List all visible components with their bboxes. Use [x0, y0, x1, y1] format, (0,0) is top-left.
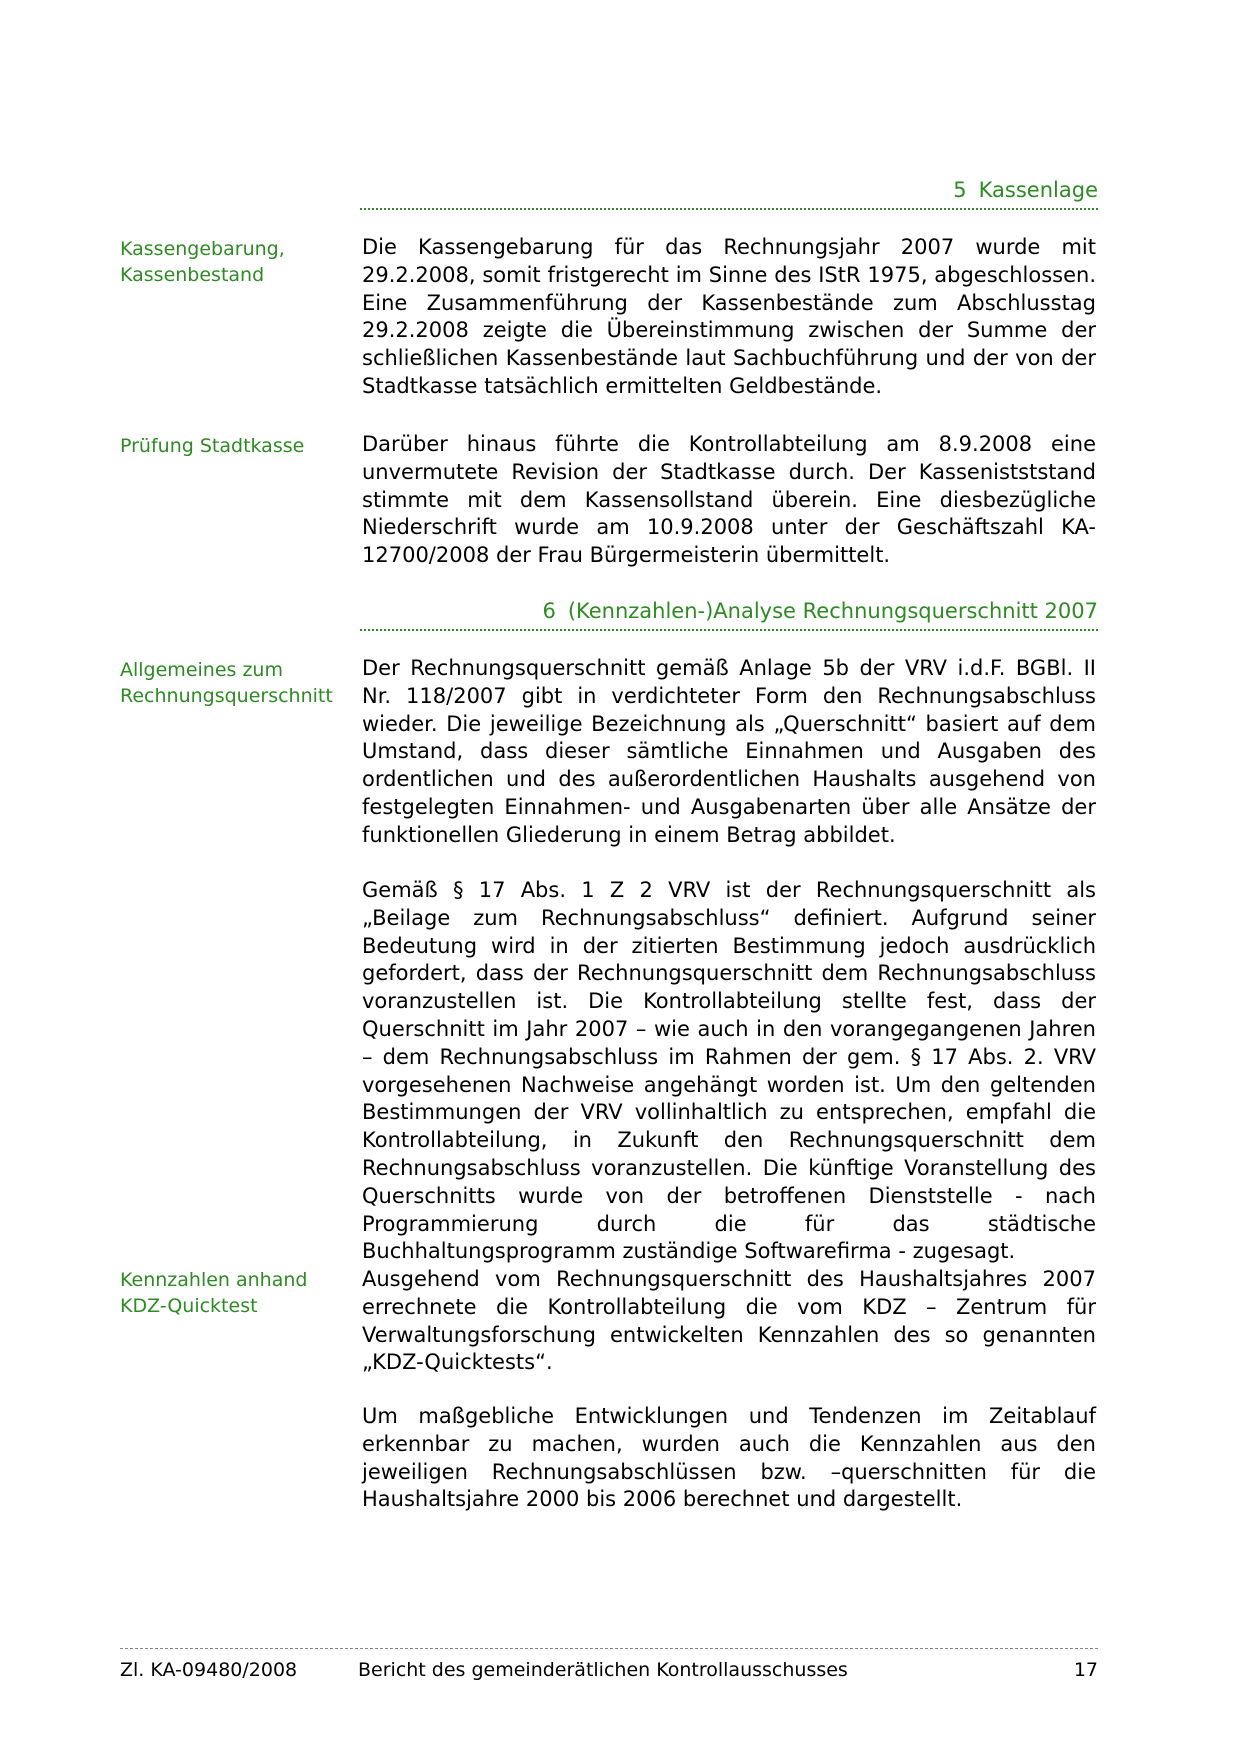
- section-title: (Kennzahlen-)Analyse Rechnungsquerschnitt 2007: [567, 599, 1098, 623]
- paragraph-pruefung-stadtkasse: Darüber hinaus führte die Kontrollabteilung am 8.9.2008 eine unvermutete Revision der Stadtkasse durch. Der Kassenistststand stimmte mit dem Kassensollstand überein. Eine diesbezügliche Niederschrift wurde am 10.9.2008 unter der Geschäftszahl KA-12700/2008 der Frau Bürgermeisterin übermittelt.: [362, 432, 1096, 568]
- page-number: 17: [1073, 1659, 1098, 1681]
- paragraph-kassengebarung: Die Kassengebarung für das Rechnungsjahr 2007 wurde mit 29.2.2008, somit fristgerecht im Sinne des IStR 1975, abgeschlossen. Eine Zusammenführung der Kassenbestände zum Abschlusstag 29.2.2008 zeigte die Übereinstimmung zwischen der Summe der schließlichen Kassenbestände laut Sachbuchführung und der von der Stadtkasse tatsächlich ermittelten Geldbestände.: [362, 235, 1096, 398]
- footer-divider: [120, 1648, 1098, 1649]
- margin-note-allgemeines: Allgemeines zum Rechnungsquerschnitt: [120, 659, 333, 707]
- section-title: Kassenlage: [978, 178, 1098, 202]
- section-number: 5: [953, 178, 967, 202]
- section-heading-5: [360, 176, 1098, 210]
- footer-title: Bericht des gemeinderätlichen Kontrollausschusses: [358, 1659, 848, 1681]
- section-number: 6: [542, 599, 556, 623]
- paragraph-kennzahlen: Ausgehend vom Rechnungsquerschnitt des Haushaltsjahres 2007 errechnete die Kontrollabteilung die vom KDZ – Zentrum für Verwaltungsforschung entwickelten Kennzahlen des so genannten „KDZ-Quicktests“.: [362, 1267, 1096, 1375]
- margin-note-kassengebarung: Kassengebarung, Kassenbestand: [120, 238, 285, 286]
- paragraph-entwicklungen: Um maßgebliche Entwicklungen und Tendenzen im Zeitablauf erkennbar zu machen, wurden auch die Kennzahlen aus den jeweiligen Rechnungsabschlüssen bzw. –querschnitten für die Haushaltsjahre 2000 bis 2006 berechnet und dargestellt.: [362, 1404, 1096, 1512]
- margin-note-kennzahlen: Kennzahlen anhand KDZ-Quicktest: [120, 1269, 308, 1317]
- paragraph-beilage: Gemäß § 17 Abs. 1 Z 2 VRV ist der Rechnungsquerschnitt als „Beilage zum Rechnungsabschluss“ definiert. Aufgrund seiner Bedeutung wird in der zitierten Bestimmung jedoch ausdrücklich gefordert, dass der Rechnungsquerschnitt dem Rechnungsabschluss voranzustellen ist. Die Kontrollabteilung stellte fest, dass der Querschnitt im Jahr 2007 – wie auch in den vorangegangenen Jahren – dem Rechnungsabschluss im Rahmen der gem. § 17 Abs. 2. VRV vorgesehenen Nachweise angehängt worden ist. Um den geltenden Bestimmungen der VRV vollinhaltlich zu entsprechen, empfahl die Kontrollabteilung, in Zukunft den Rechnungsquerschnitt dem Rechnungsabschluss voranzustellen. Die künftige Voranstellung des Querschnitts wurde von der betroffenen Dienststelle - nach Programmierung durch die für das städtische Buchhaltungsprogramm zuständige Softwarefirma - zugesagt.: [362, 878, 1096, 1264]
- footer-reference: Zl. KA-09480/2008: [120, 1659, 298, 1681]
- paragraph-allgemeines: Der Rechnungsquerschnitt gemäß Anlage 5b der VRV i.d.F. BGBl. II Nr. 118/2007 gibt in verdichteter Form den Rechnungsabschluss wieder. Die jeweilige Bezeichnung als „Querschnitt“ basiert auf dem Umstand, dass dieser sämtliche Einnahmen und Ausgaben des ordentlichen und des außerordentlichen Haushalts ausgehend von festgelegten Einnahmen- und Ausgabenarten über alle Ansätze der funktionellen Gliederung in einem Betrag abbildet.: [362, 656, 1096, 847]
- margin-note-pruefung-stadtkasse: Prüfung Stadtkasse: [120, 435, 305, 457]
- section-heading-6: [360, 597, 1098, 631]
